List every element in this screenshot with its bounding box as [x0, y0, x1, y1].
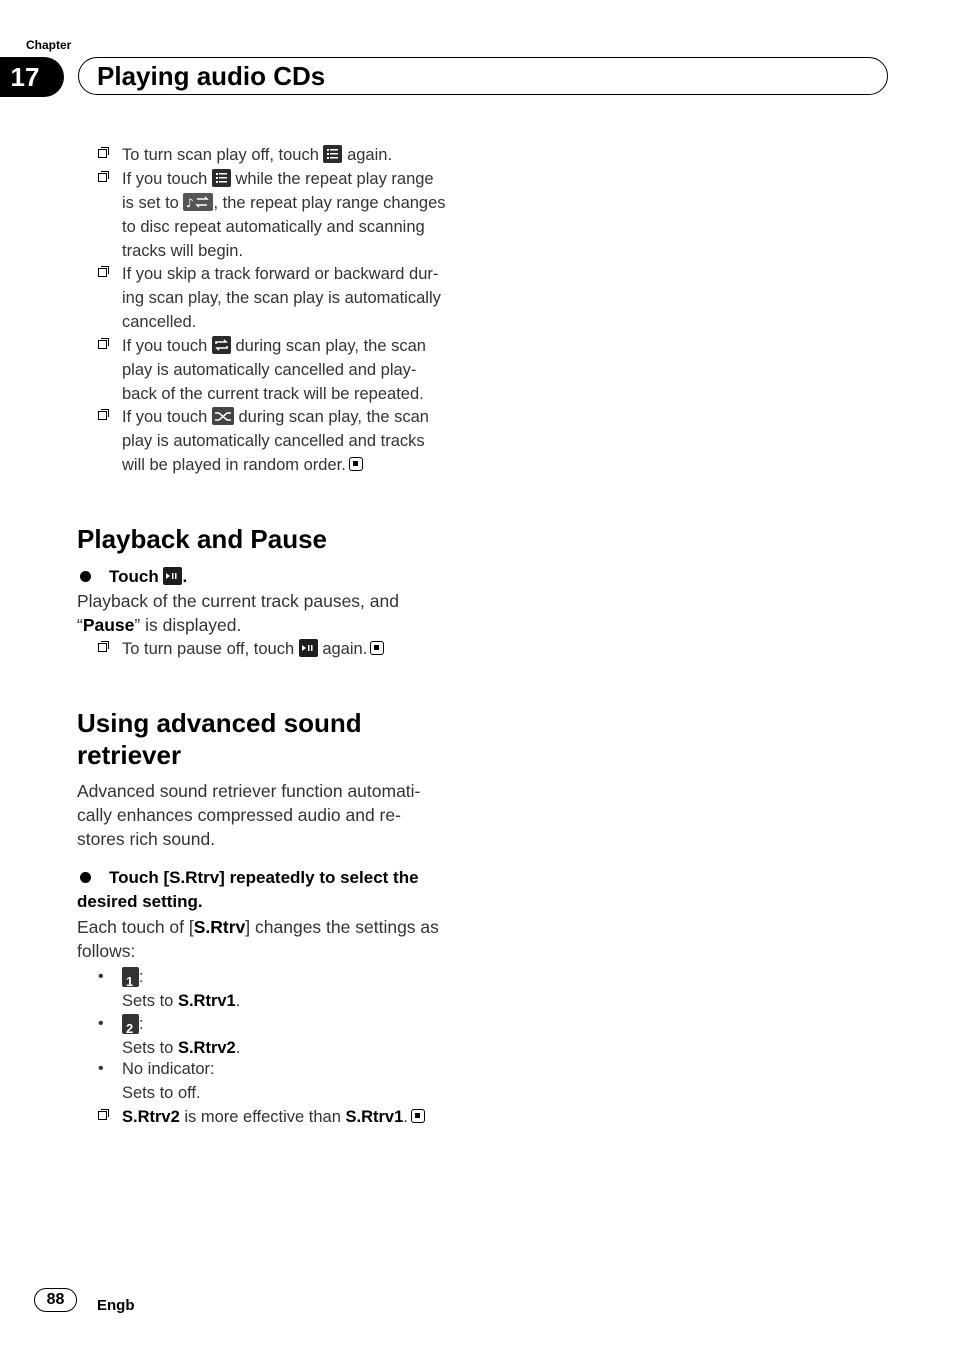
scan-icon	[323, 145, 342, 163]
srtrv2-icon: 2	[122, 1014, 139, 1034]
section-heading-sound-retriever: Using advanced sound retriever	[77, 708, 362, 770]
chapter-title: Playing audio CDs	[97, 61, 326, 91]
note-checkbox-icon	[98, 340, 107, 349]
srtrv1-icon: 1	[122, 967, 139, 987]
note-checkbox-icon	[98, 173, 107, 182]
sound-retriever-step: Touch [S.Rtrv] repeatedly to select the desired setting.	[77, 868, 419, 911]
repeat-icon	[212, 336, 231, 354]
step-bullet-icon	[80, 571, 91, 582]
end-mark-icon	[370, 641, 384, 655]
end-mark-icon	[349, 457, 363, 471]
end-mark-icon	[411, 1109, 425, 1123]
shuffle-icon	[212, 407, 234, 425]
playback-description: Playback of the current track pauses, and “Pause” is displayed.	[77, 591, 399, 635]
disc-repeat-icon	[183, 193, 213, 211]
language-code: Engb	[97, 1297, 135, 1314]
option-item: • 1 : Sets to S.Rtrv1.	[98, 965, 478, 1013]
note-item: If you touch during scan play, the scan play is automatically cancelled and tracks will be played in random order.	[98, 405, 478, 477]
note-checkbox-icon	[98, 411, 107, 420]
option-item: • 2 : Sets to S.Rtrv2.	[98, 1012, 478, 1060]
note-item: To turn scan play off, touch again.	[98, 143, 478, 167]
pause-label: Pause	[82, 615, 135, 635]
bullet-icon: •	[98, 1060, 104, 1077]
note-checkbox-icon	[98, 149, 107, 158]
bullet-icon: •	[98, 968, 104, 985]
note-checkbox-icon	[98, 643, 107, 652]
scan-icon	[212, 169, 231, 187]
playback-step: Touch .	[109, 567, 188, 586]
srtrv-label: S.Rtrv	[193, 917, 246, 937]
bullet-icon: •	[98, 1015, 104, 1032]
note-item: S.Rtrv2 is more effective than S.Rtrv1.	[98, 1105, 478, 1129]
sound-retriever-intro: Advanced sound retriever function automati- cally enhances compressed audio and re- stores rich sound.	[77, 781, 421, 849]
note-checkbox-icon	[98, 268, 107, 277]
note-item: If you skip a track forward or backward dur- ing scan play, the scan play is automatically cancelled.	[98, 262, 478, 334]
note-item: To turn pause off, touch again.	[98, 637, 478, 661]
chapter-label: Chapter	[26, 38, 72, 52]
option-item: • No indicator: Sets to off.	[98, 1057, 478, 1105]
chapter-number: 17	[0, 57, 64, 97]
section-heading-playback: Playback and Pause	[77, 524, 328, 554]
each-touch-description: Each touch of [S.Rtrv] changes the settings as follows:	[77, 917, 439, 961]
note-checkbox-icon	[98, 1111, 107, 1120]
play-pause-icon	[163, 567, 182, 585]
note-item: If you touch while the repeat play range is set to ♪ , the repeat play range changes to disc repeat automatically and scanning tracks will begin.	[98, 167, 478, 263]
svg-text:♪: ♪	[186, 196, 195, 210]
note-item: If you touch during scan play, the scan play is automatically cancelled and play- back of the current track will be repeated.	[98, 334, 478, 406]
page-number: 88	[34, 1288, 77, 1312]
play-pause-icon	[299, 639, 318, 657]
